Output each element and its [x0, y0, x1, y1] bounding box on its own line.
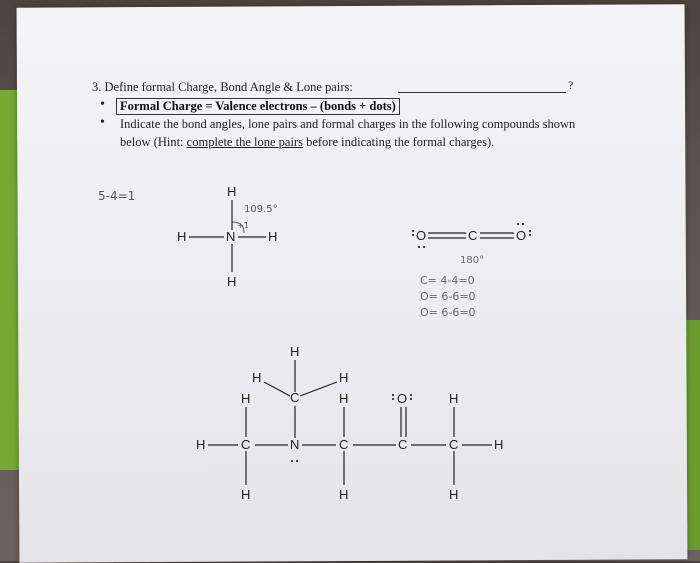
atom-h-c-left-down: H	[241, 487, 251, 502]
atom-h-far-left: H	[196, 437, 206, 452]
atom-n-mid: N	[290, 437, 300, 452]
atom-c-left: C	[241, 437, 251, 452]
atom-h-top: H	[290, 344, 300, 359]
fc-note-c: C= 4-4=0	[420, 274, 475, 287]
amide-structure	[196, 344, 503, 502]
bullet-1: •	[100, 97, 105, 112]
question-end-mark: ?	[568, 78, 574, 92]
atom-h-right: H	[268, 229, 278, 244]
atom-c-right: C	[449, 437, 459, 452]
fc-note-o1: O= 6-6=0	[420, 290, 476, 303]
atom-o-carbonyl: O	[397, 391, 408, 406]
ammonium-structure	[98, 184, 278, 289]
atom-o-right: O	[516, 228, 527, 243]
atom-h-c-mid-up: H	[339, 391, 349, 406]
formal-charge-definition: Formal Charge = Valence electrons – (bonds + dots)	[116, 98, 400, 115]
atom-h-c-mid-down: H	[339, 487, 349, 502]
instructions-part-2: before indicating the formal charges).	[302, 135, 495, 149]
fc-note-o2: O= 6-6=0	[420, 306, 476, 319]
atom-h-upper-left: H	[252, 370, 262, 385]
atom-n-center: N	[226, 229, 236, 244]
atom-c-center: C	[468, 228, 478, 243]
atom-h-far-right: H	[494, 437, 504, 452]
atom-c-carbonyl: C	[398, 437, 408, 452]
atom-o-left: O	[416, 228, 427, 243]
question-title: 3. Define formal Charge, Bond Angle & Lone pairs:	[92, 80, 353, 94]
atom-c-top: C	[290, 390, 300, 405]
atom-h-left: H	[177, 229, 187, 244]
bond-angle-label: 109.5°	[244, 204, 278, 215]
bullet-2: •	[100, 115, 105, 130]
atom-h-c-right-up: H	[449, 391, 459, 406]
atom-h-bottom: H	[227, 274, 237, 289]
atom-h-upper-right: H	[339, 370, 349, 385]
atom-h-top: H	[227, 184, 237, 199]
margin-note: 5-4=1	[98, 189, 136, 203]
formal-charge-label: +1	[237, 221, 249, 230]
instructions-underlined: complete the lone pairs	[186, 135, 303, 149]
atom-h-c-left-up: H	[241, 391, 251, 406]
co2-structure	[412, 223, 531, 319]
instructions-part-1: Indicate the bond angles, lone pairs and formal charges in the following compounds shown below (Hint:	[120, 117, 576, 149]
co2-bond-angle: 180°	[460, 255, 485, 266]
atom-h-c-right-down: H	[449, 487, 459, 502]
atom-c-mid: C	[339, 437, 349, 452]
